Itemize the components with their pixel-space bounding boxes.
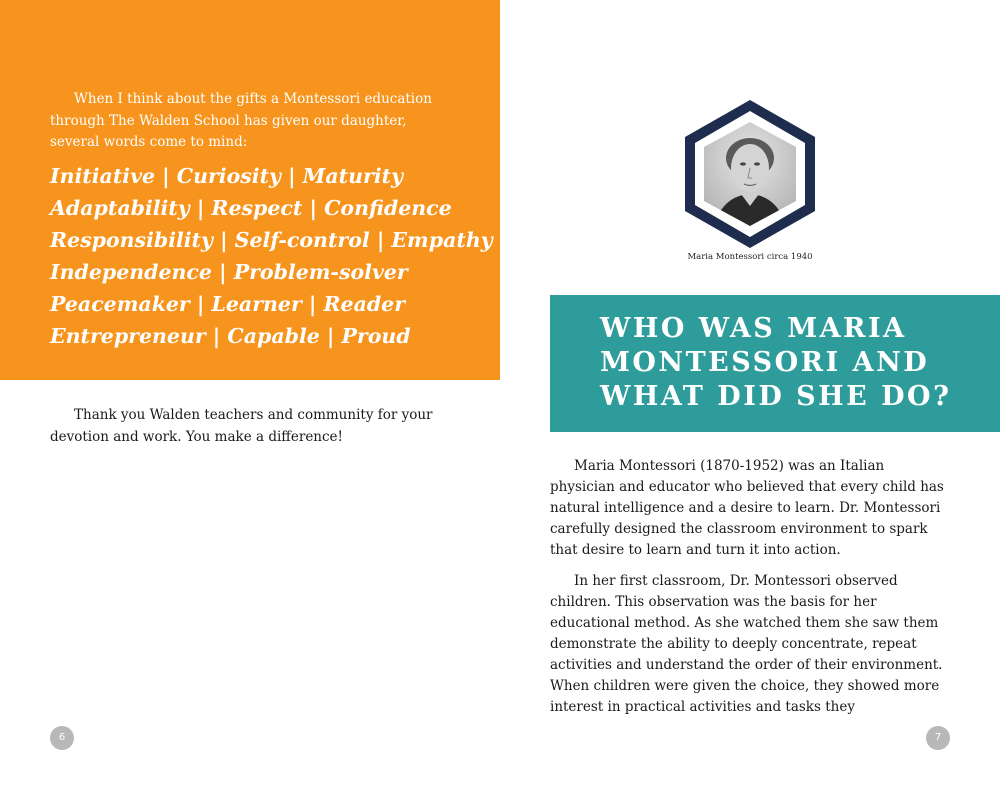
thanks-paragraph: Thank you Walden teachers and community for your devotion and work. You make a difference! <box>50 407 433 445</box>
page-number-left: 6 <box>50 726 74 750</box>
portrait-hexagon <box>683 98 817 250</box>
page-number-right: 7 <box>926 726 950 750</box>
section-heading: WHO WAS MARIA MONTESSORI AND WHAT DID SHE DO? <box>600 313 952 412</box>
body-paragraph-2: In her first classroom, Dr. Montessori observed children. This observation was the basis for her educational method. As she watched them she saw them demonstrate the ability to deeply concentrate, repeat activities and understand the order of their environment. When children were given the choice, they showed more interest in practical activities and tasks they <box>550 573 943 715</box>
virtue-line: Adaptability | Respect | Confidence <box>50 196 452 220</box>
photo-caption: Maria Montessori circa 1940 <box>687 252 813 262</box>
intro-paragraph: When I think about the gifts a Montessori education through The Walden School has given our daughter, several words come to mind: <box>50 91 432 150</box>
body-paragraph-1: Maria Montessori (1870-1952) was an Italian physician and educator who believed that every child has natural intelligence and a desire to learn. Dr. Montessori carefully designed the classroom environment to spark that desire to learn and turn it into action. <box>550 458 944 558</box>
virtue-line: Independence | Problem-solver <box>50 260 408 284</box>
virtue-line: Initiative | Curiosity | Maturity <box>50 164 404 188</box>
virtue-line: Peacemaker | Learner | Reader <box>50 292 406 316</box>
virtue-line: Responsibility | Self-control | Empathy <box>50 228 493 252</box>
virtue-list <box>50 160 493 352</box>
virtue-line: Entrepreneur | Capable | Proud <box>50 324 411 348</box>
